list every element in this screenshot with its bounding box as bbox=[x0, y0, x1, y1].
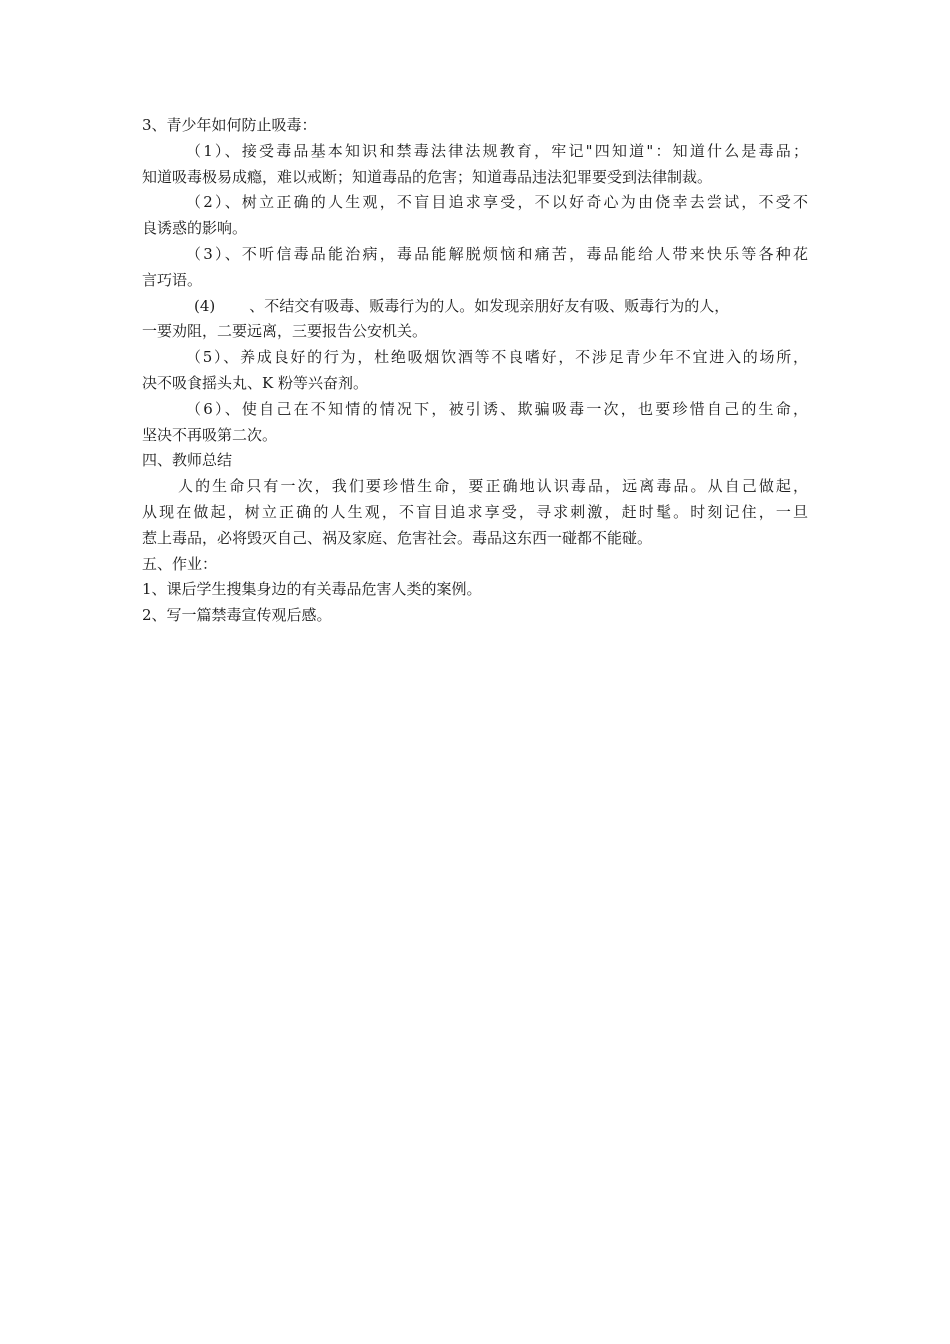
section-4-heading: 四、教师总结 bbox=[142, 451, 233, 470]
homework-item-1: 1、课后学生搜集身边的有关毒品危害人类的案例。 bbox=[142, 580, 482, 599]
document-page bbox=[142, 113, 808, 629]
homework-item-2: 2、写一篇禁毒宣传观后感。 bbox=[142, 606, 332, 625]
item-1-line-1: （1）、接受毒品基本知识和禁毒法律法规教育，牢记"四知道"：知道什么是毒品； bbox=[186, 141, 808, 160]
item-5-line-2: 决不吸食摇头丸、K 粉等兴奋剂。 bbox=[142, 373, 368, 392]
item-3-line-1: （3）、不听信毒品能治病，毒品能解脱烦恼和痛苦，毒品能给人带来快乐等各种花 bbox=[186, 244, 808, 263]
section-5-heading: 五、作业： bbox=[142, 554, 218, 573]
item-6-line-1: （6）、使自己在不知情的情况下，被引诱、欺骗吸毒一次，也要珍惜自己的生命， bbox=[186, 399, 808, 418]
item-2-line-1: （2）、树立正确的人生观，不盲目追求享受，不以好奇心为由侥幸去尝试，不受不 bbox=[186, 193, 808, 212]
item-6-line-2: 坚决不再吸第二次。 bbox=[142, 425, 278, 444]
summary-line-3: 惹上毒品，必将毁灭自己、祸及家庭、危害社会。毒品这东西一碰都不能碰。 bbox=[142, 528, 653, 547]
item-4-text: 、不结交有吸毒、贩毒行为的人。如发现亲朋好友有吸、贩毒行为的人， bbox=[249, 296, 730, 315]
item-1-line-2: 知道吸毒极易成瘾，难以戒断；知道毒品的危害；知道毒品违法犯罪要受到法律制裁。 bbox=[142, 167, 713, 186]
summary-line-1: 人的生命只有一次，我们要珍惜生命，要正确地认识毒品，远离毒品。从自己做起， bbox=[178, 477, 808, 496]
item-2-line-2: 良诱惑的影响。 bbox=[142, 219, 248, 238]
section-3-heading: 3、青少年如何防止吸毒： bbox=[142, 116, 317, 134]
item-4-line-1 bbox=[142, 294, 808, 320]
item-4-line-2: 一要劝阻，二要远离，三要报告公安机关。 bbox=[142, 322, 428, 341]
summary-line-2: 从现在做起，树立正确的人生观，不盲目追求享受，寻求刺激，赶时髦。时刻记住，一旦 bbox=[142, 502, 808, 521]
item-3-line-2: 言巧语。 bbox=[142, 270, 203, 289]
item-4-number: (4) bbox=[194, 296, 216, 315]
item-5-line-1: （5）、养成良好的行为，杜绝吸烟饮酒等不良嗜好，不涉足青少年不宜进入的场所， bbox=[186, 348, 808, 367]
